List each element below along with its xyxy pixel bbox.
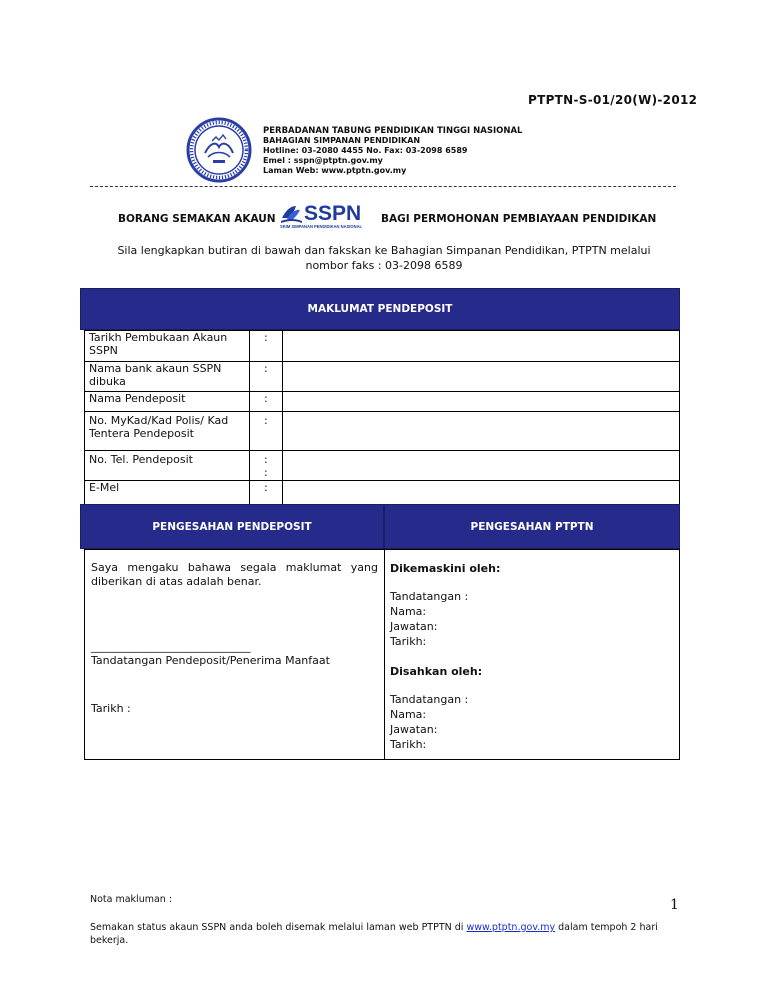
- approved-by-label: Disahkan oleh:: [390, 665, 483, 678]
- updated-by-label: Dikemaskini oleh:: [390, 562, 501, 575]
- approved-date-label: Tarikh:: [390, 738, 427, 751]
- instruction-line-2: nombor faks : 03-2098 6589: [305, 259, 463, 272]
- approved-signature-label: Tandatangan :: [390, 693, 469, 706]
- document-code: PTPTN-S-01/20(W)-2012: [528, 93, 698, 107]
- row-colon: :: [250, 392, 283, 412]
- row-colon: :: [250, 331, 283, 362]
- declaration-text: Saya mengaku bahawa segala maklumat yang diberikan di atas adalah benar.: [91, 561, 378, 588]
- row-colon: :: [250, 412, 283, 451]
- date-label: Tarikh :: [91, 702, 131, 715]
- pengesahan-pendeposit-heading: PENGESAHAN PENDEPOSIT: [80, 504, 384, 549]
- signature-label: Tandatangan Pendeposit/Penerima Manfaat: [91, 654, 330, 667]
- table-row: [85, 451, 680, 481]
- table-row: [85, 481, 680, 505]
- pengesahan-ptptn-heading: PENGESAHAN PTPTN: [384, 504, 680, 549]
- tarikh-pembukaan-field[interactable]: [283, 331, 680, 362]
- updated-date-label: Tarikh:: [390, 635, 427, 648]
- row-colon: :: [250, 362, 283, 392]
- row-label: E-Mel: [85, 481, 250, 505]
- row-label: No. MyKad/Kad Polis/ Kad Tentera Pendeposit: [85, 412, 250, 451]
- depositor-confirmation: [91, 561, 378, 716]
- form-title: [118, 200, 678, 236]
- row-label: Nama Pendeposit: [85, 392, 250, 412]
- instruction-line-1: Sila lengkapkan butiran di bawah dan fakskan ke Bahagian Simpanan Pendidikan, PTPTN melalui: [117, 244, 651, 257]
- email-field[interactable]: [283, 481, 680, 505]
- approved-name-label: Nama:: [390, 708, 427, 721]
- confirmation-section: [84, 549, 680, 760]
- nama-bank-field[interactable]: [283, 362, 680, 392]
- sspn-logo-icon: [278, 200, 384, 230]
- title-left: BORANG SEMAKAN AKAUN: [118, 213, 276, 225]
- title-right: BAGI PERMOHONAN PEMBIAYAAN PENDIDIKAN: [381, 213, 657, 225]
- column-divider: [384, 550, 385, 759]
- footer-note: [90, 921, 670, 947]
- updated-position-label: Jawatan:: [390, 620, 438, 633]
- depositor-details-table: [84, 330, 680, 505]
- approved-position-label: Jawatan:: [390, 723, 438, 736]
- signature-line[interactable]: _____________________________: [91, 640, 251, 653]
- row-label: Nama bank akaun SSPN dibuka: [85, 362, 250, 392]
- updated-name-label: Nama:: [390, 605, 427, 618]
- row-label: Tarikh Pembukaan Akaun SSPN: [85, 331, 250, 362]
- table-row: [85, 412, 680, 451]
- ptptn-website-link[interactable]: www.ptptn.gov.my: [466, 922, 556, 933]
- header-divider: [90, 186, 676, 187]
- org-division: BAHAGIAN SIMPANAN PENDIDIKAN: [263, 136, 421, 145]
- table-row: [85, 331, 680, 362]
- org-hotline: Hotline: 03-2080 4455 No. Fax: 03-2098 6589: [263, 146, 468, 155]
- org-email: Emel : sspn@ptptn.gov.my: [263, 156, 383, 165]
- page-number: 1: [670, 897, 679, 913]
- row-colon: :: [250, 481, 283, 505]
- organization-block: [263, 126, 522, 176]
- table-row: [85, 362, 680, 392]
- updated-signature-label: Tandatangan :: [390, 590, 469, 603]
- no-tel-field[interactable]: [283, 451, 680, 481]
- footer-text-after: dalam tempoh 2 hari bekerja.: [90, 922, 658, 946]
- nama-pendeposit-field[interactable]: [283, 392, 680, 412]
- org-website: Laman Web: www.ptptn.gov.my: [263, 166, 407, 175]
- org-name: PERBADANAN TABUNG PENDIDIKAN TINGGI NASIONAL: [263, 126, 523, 136]
- sspn-logo-subtext: SKIM SIMPANAN PENDIDIKAN NASIONAL: [280, 224, 363, 229]
- nota-label: Nota makluman :: [90, 894, 173, 905]
- table-row: [85, 392, 680, 412]
- ptptn-confirmation: [390, 561, 675, 752]
- row-colon: : :: [250, 451, 283, 481]
- ptptn-seal-icon: [186, 117, 252, 183]
- sspn-logo-text: SSPN: [304, 202, 362, 225]
- mykad-field[interactable]: [283, 412, 680, 451]
- maklumat-heading: MAKLUMAT PENDEPOSIT: [80, 288, 680, 330]
- instruction-text: [86, 243, 682, 273]
- footer-text-before: Semakan status akaun SSPN anda boleh disemak melalui laman web PTPTN di: [90, 922, 464, 933]
- row-label: No. Tel. Pendeposit: [85, 451, 250, 481]
